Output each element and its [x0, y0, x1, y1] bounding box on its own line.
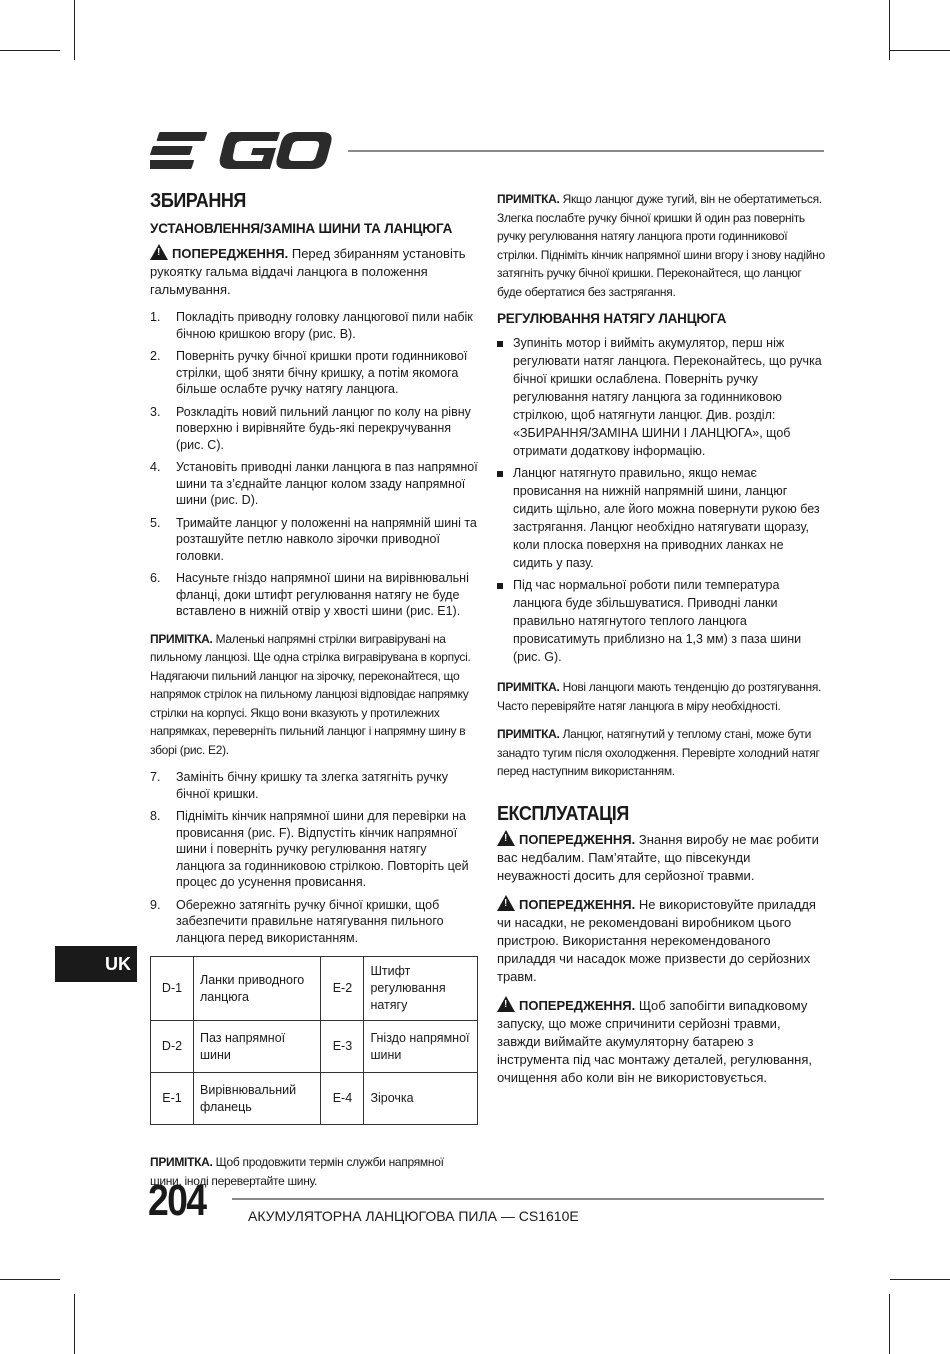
- warning-paragraph: ! ПОПЕРЕДЖЕННЯ. Не використовуйте приладдя чи насадки, не рекомендовані виробником цього пристрою. Використання нерекомендованого приладдя чи насадок може призвести до серйозних травм.: [497, 896, 816, 984]
- crop-mark: [889, 0, 890, 60]
- left-column: [150, 190, 478, 1200]
- subsection-title-chain-tension: РЕГУЛЮВАННЯ НАТЯГУ ЛАНЦЮГА: [497, 311, 727, 326]
- table-row: E-1 Вирівнювальний фланець E-4 Зірочка: [151, 1073, 478, 1125]
- warning-paragraph: ! ПОПЕРЕДЖЕННЯ. Перед збиранням установіть рукоятку гальма віддачі ланцюга в положення гальмування.: [150, 246, 466, 297]
- language-tab: UK: [55, 946, 137, 982]
- note-paragraph: ПРИМІТКА. Нові ланцюги мають тенденцію до розтягування. Часто перевіряйте натяг ланцюга в міру необхідності.: [497, 680, 822, 713]
- crop-mark: [74, 0, 75, 60]
- bullet-square-icon: [497, 334, 513, 460]
- steps-list-a: [150, 309, 478, 620]
- warning-paragraph: ! ПОПЕРЕДЖЕННЯ. Щоб запобігти випадковому запуску, що може спричинити серйозні травми, завжди виймайте акумуляторну батарею з інструмента під час монтажу деталей, регулювання, очищення або коли він не використовується.: [497, 997, 813, 1085]
- crop-mark: [889, 1294, 890, 1354]
- crop-mark: [890, 50, 950, 51]
- list-item: 5. Тримайте ланцюг у положенні на напрямній шині та розташуйте петлю навколо зірочки приводної головки.: [150, 515, 477, 563]
- crop-mark: [74, 1294, 75, 1354]
- footer-rule: [232, 1198, 824, 1200]
- list-item: 4. Установіть приводні ланки ланцюга в паз напрямної шини та з’єднайте ланцюг колом ззаду напрямної шини (рис. D).: [150, 460, 478, 507]
- warning-triangle-icon: !: [150, 244, 168, 260]
- list-item: 3. Розкладіть новий пильний ланцюг по колу на рівну поверхню і вирівняйте будь-які перекручування (рис. C).: [150, 404, 471, 452]
- section-title-operation: ЕКСПЛУАТАЦІЯ: [497, 802, 629, 825]
- crop-mark: [0, 50, 60, 51]
- page-number: 204: [148, 1176, 206, 1225]
- bullet-list: [497, 334, 825, 666]
- warning-triangle-icon: !: [497, 996, 515, 1012]
- subsection-title-bar-chain: УСТАНОВЛЕННЯ/ЗАМІНА ШИНИ ТА ЛАНЦЮГА: [150, 221, 453, 236]
- warning-triangle-icon: !: [497, 830, 515, 846]
- list-item: 6. Насуньте гніздо напрямної шини на вирівнювальні фланці, доки штифт регулювання натягу не буде вставлено в нижній отвір у хвості шини (рис. E1).: [150, 571, 469, 618]
- warning-paragraph: ! ПОПЕРЕДЖЕННЯ. Знання виробу не має робити вас недбалим. Пам’ятайте, що півсекунди неуважності досить для серйозної травми.: [497, 831, 819, 883]
- section-title-assembly: ЗБИРАННЯ: [150, 190, 246, 212]
- list-item: 8. Підніміть кінчик напрямної шини для перевірки на провисання (рис. F). Відпустіть кінчик напрямної шини і поверніть ручку регулювання натягу ланцюга за годинниковою стрілкою. Повторіть цей процес до усунення провисання.: [150, 809, 469, 889]
- list-item: Ланцюг натягнуто правильно, якщо немає провисання на нижній напрямній шини, ланцюг сидить щільно, але його можна повернути рукою без застрягання. Ланцюг необхідно натягувати щоразу, коли плоска поверхня на приводних ланках не сидить у пазу.: [497, 464, 825, 572]
- list-item: 9. Обережно затягніть ручку бічної кришки, щоб забезпечити правильне натягування пильного ланцюга перед використанням.: [150, 897, 444, 945]
- list-item: 2. Поверніть ручку бічної кришки проти годинникової стрілки, щоб зняти бічну кришку, а потім якомога більше ослабте ручку натягу ланцюга.: [150, 349, 468, 396]
- bullet-square-icon: [497, 576, 513, 666]
- bullet-square-icon: [497, 464, 513, 572]
- note-paragraph: ПРИМІТКА. Ланцюг, натягнутий у теплому стані, може бути занадто тугим після охолодження. Перевірте холодний натяг перед наступним використанням.: [497, 727, 820, 778]
- list-item: Під час нормальної роботи пили температура ланцюга буде збільшуватися. Приводні ланки правильно натягнутого теплого ланцюга провисатимуть приблизно на 1,3 мм) з паза шини (рис. G).: [497, 576, 825, 666]
- list-item: Зупиніть мотор і вийміть акумулятор, перш ніж регулювати натяг ланцюга. Переконайтесь, що ручка бічної кришки ослаблена. Поверніть ручку регулювання натягу ланцюга за годинниковою стрілкою, щоб натягнути ланцюг. Див. розділ: «ЗБИРАННЯ/ЗАМІНА ШИНИ І ЛАНЦЮГА», щоб отримати додаткову інформацію.: [497, 334, 825, 460]
- crop-mark: [0, 1279, 60, 1280]
- note-paragraph: ПРИМІТКА. Якщо ланцюг дуже тугий, він не обертатиметься. Злегка послабте ручку бічної кришки й один раз поверніть ручку регулювання натягу ланцюга проти годинникової стрілки. Підніміть кінчик напрямної шини вгору і знову надійно затягніть ручку бічної кришки. Переконайтеся, що ланцюг буде обертатися без застрягання.: [497, 192, 825, 299]
- right-column: [497, 190, 825, 1097]
- header-rule: [348, 150, 824, 152]
- parts-table: [150, 956, 478, 1125]
- list-item: 7. Замініть бічну кришку та злегка затягніть ручку бічної кришки.: [150, 770, 448, 801]
- footer-title: АКУМУЛЯТОРНА ЛАНЦЮГОВА ПИЛА — CS1610E: [248, 1208, 579, 1224]
- steps-list-b: [150, 769, 478, 946]
- note-paragraph: ПРИМІТКА. Щоб продовжити термін служби напрямної шини, іноді перевертайте шину.: [150, 1155, 444, 1188]
- crop-mark: [890, 1279, 950, 1280]
- ego-logo: [150, 130, 332, 177]
- warning-triangle-icon: !: [497, 895, 515, 911]
- table-row: D-1 Ланки приводного ланцюга E-2 Штифт регулювання натягу: [151, 957, 478, 1021]
- table-row: D-2 Паз напрямної шини E-3 Гніздо напрямної шини: [151, 1021, 478, 1073]
- list-item: 1. Покладіть приводну головку ланцюгової пили набік бічною кришкою вгору (рис. B).: [150, 310, 473, 341]
- note-paragraph: ПРИМІТКА. Маленькі напрямні стрілки вигравірувані на пильному ланцюзі. Ще одна стрілка вигравірувана в корпусі. Надягаючи пильний ланцюг на зірочку, переконайтеся, що напрямок стрілок на пильному ланцюзі відповідає напрямку стрілки на корпусі. Якщо вони вказують у протилежних напрямках, переверніть пильний ланцюг і напрямну шину в зборі (рис. E2).: [150, 631, 471, 757]
